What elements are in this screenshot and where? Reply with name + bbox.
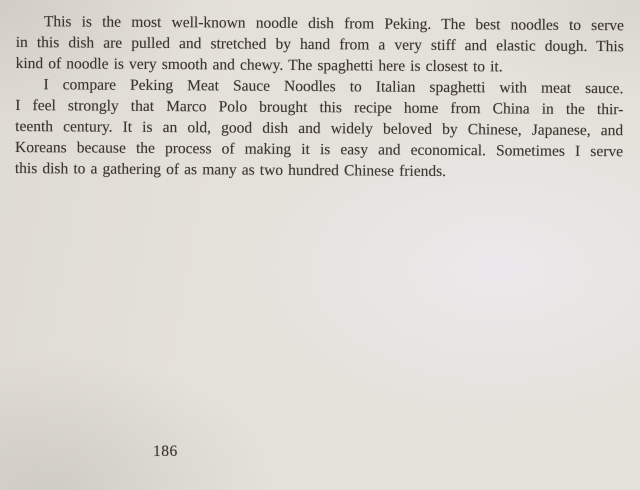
text-line: teenth century. It is an old, good dish and widely beloved by Chinese, Japanese, and [15, 117, 624, 140]
text-line: this dish to a gathering of as many as two hundred Chinese friends. [14, 159, 447, 181]
text-line: I feel strongly that Marco Polo brought this recipe home from China in the thir- [15, 96, 624, 119]
body-text [15, 11, 624, 183]
text-line: This is the most well-known noodle dish from Peking. The best noodles to serve [43, 13, 624, 35]
text-line: I compare Peking Meat Sauce Noodles to Italian spaghetti with meat sauce. [43, 76, 624, 98]
text-line: in this dish are pulled and stretched by hand from a very stiff and elastic dough. This [15, 33, 624, 56]
text-line: kind of noodle is very smooth and chewy. The spaghetti here is closest to it. [15, 54, 503, 76]
text-line: Koreans because the process of making it is easy and economical. Sometimes I serve [14, 138, 624, 161]
page-number: 186 [153, 443, 178, 460]
